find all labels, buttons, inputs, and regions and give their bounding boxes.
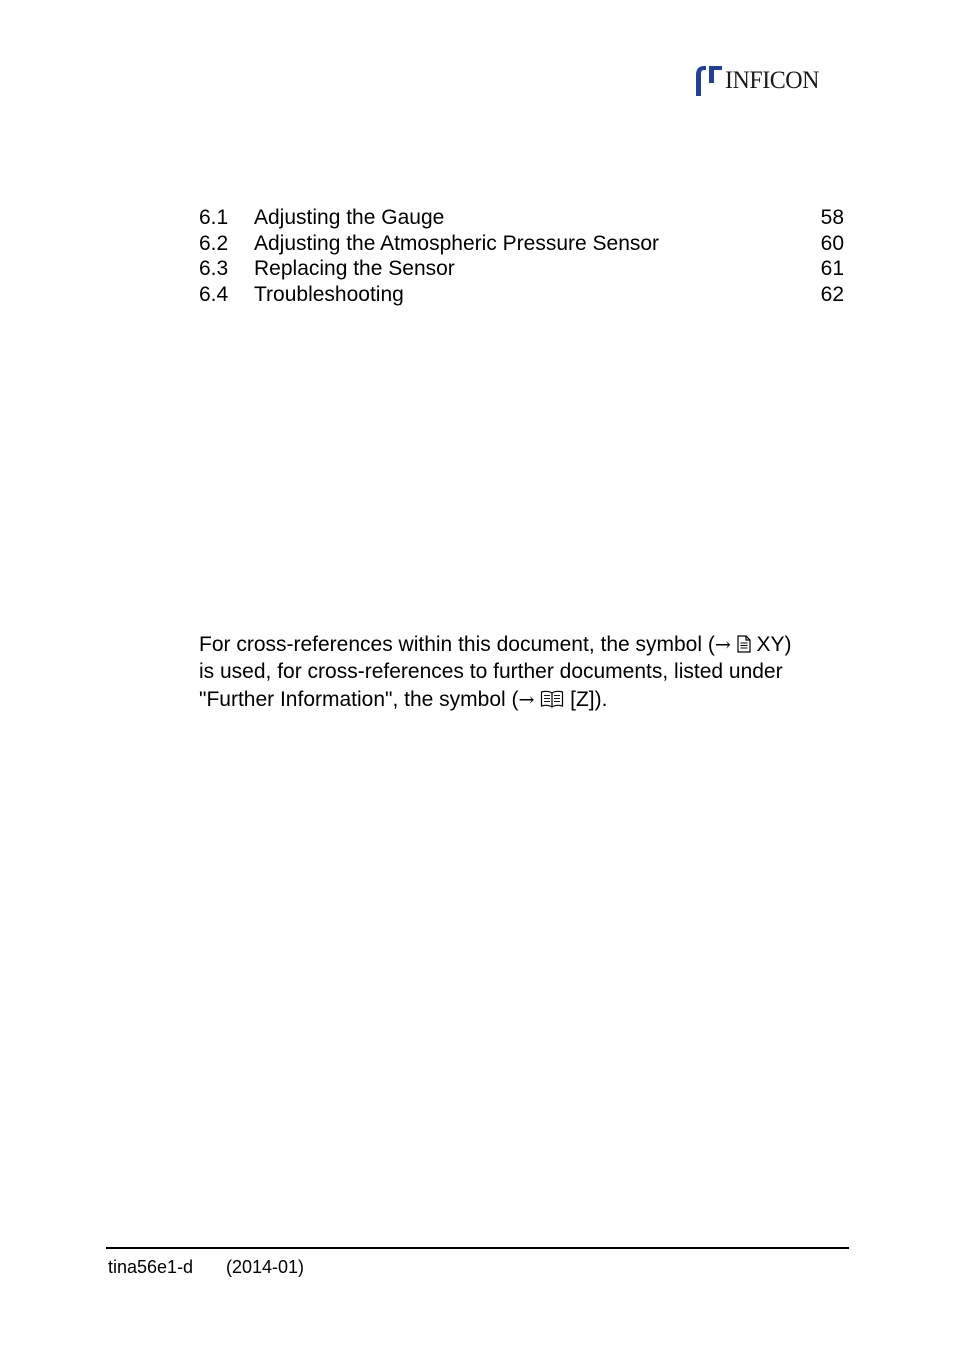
- arrow-icon: →: [714, 634, 731, 656]
- inficon-logo-mark: [693, 63, 723, 97]
- arrow-icon: →: [518, 688, 535, 711]
- xref-text: is used, for cross-references to further documents, listed under: [199, 659, 783, 683]
- toc-entry[interactable]: [199, 205, 845, 231]
- document-code: tina56e1-d: [108, 1257, 194, 1277]
- inficon-logo-text: INFICON: [725, 66, 819, 94]
- toc-entry[interactable]: [199, 231, 845, 257]
- toc-entry[interactable]: [199, 282, 845, 308]
- xref-line-1: [199, 632, 849, 659]
- inficon-logo: [693, 63, 848, 97]
- toc-entry-number: 6.3: [199, 257, 229, 281]
- toc-entry-number: 6.2: [199, 231, 229, 255]
- table-of-contents: [199, 205, 845, 308]
- xref-line-3: [199, 687, 849, 714]
- toc-entry-title: Adjusting the Gauge: [254, 206, 445, 229]
- toc-entry[interactable]: [199, 256, 845, 282]
- xref-line-2: [199, 659, 849, 686]
- cross-reference-paragraph: [199, 632, 849, 713]
- xref-text: For cross-references within this document, the symbol (: [199, 633, 715, 656]
- toc-entry-page: 58: [820, 206, 844, 229]
- toc-entry-page: 61: [820, 257, 844, 281]
- toc-entry-title: Troubleshooting: [254, 283, 404, 307]
- toc-entry-title: Replacing the Sensor: [254, 257, 455, 281]
- xref-text: "Further Information", the symbol (: [199, 687, 519, 711]
- toc-entry-number: 6.1: [199, 206, 229, 229]
- toc-entry-page: 62: [820, 283, 844, 307]
- toc-entry-number: 6.4: [199, 283, 229, 307]
- toc-entry-title: Adjusting the Atmospheric Pressure Sensor: [254, 231, 660, 255]
- book-icon: [540, 689, 564, 716]
- document-icon: [737, 634, 751, 661]
- toc-entry-page: 60: [820, 231, 844, 255]
- xref-text: [Z]).: [564, 687, 608, 711]
- footer-divider: [106, 1247, 849, 1249]
- document-date: (2014-01): [226, 1257, 305, 1277]
- xref-text: XY): [750, 633, 792, 656]
